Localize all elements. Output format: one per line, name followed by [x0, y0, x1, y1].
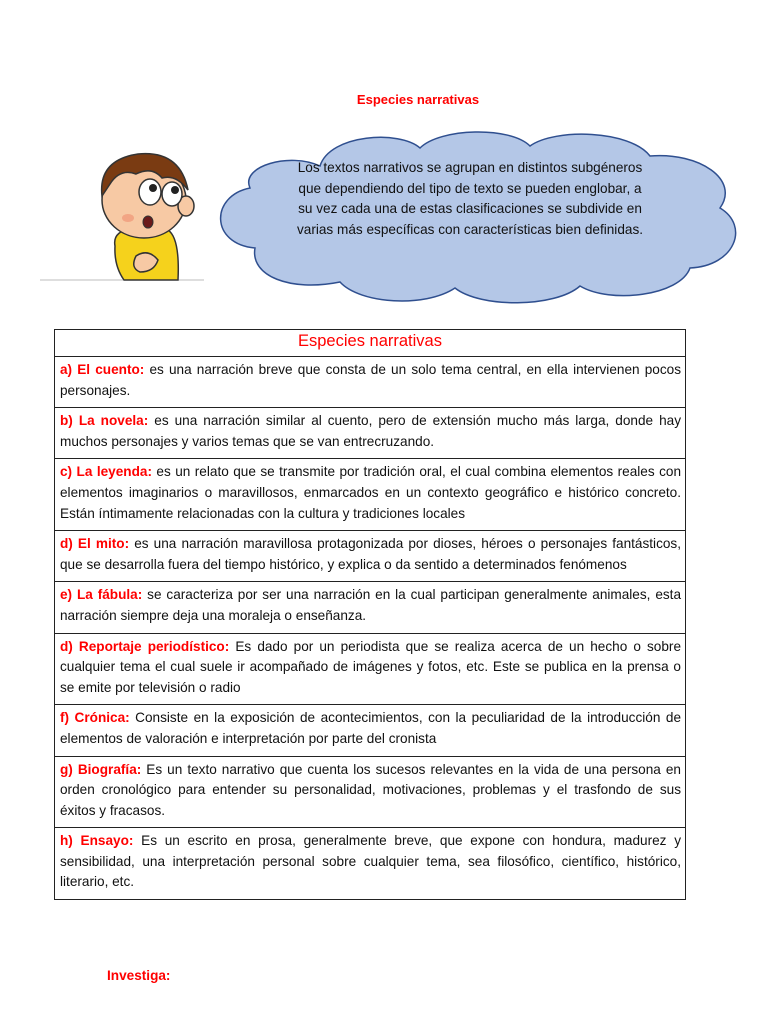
- table-row: [55, 582, 686, 633]
- row-text: se caracteriza por ser una narración en la cual participan generalmente animales, esta narración siempre deja una moraleja o enseñanza.: [60, 587, 682, 623]
- row-term: b) La novela:: [60, 413, 149, 429]
- row-term: d) Reportaje periodístico:: [60, 638, 230, 654]
- page-title: Especies narrativas: [356, 92, 480, 107]
- cloud-text: Los textos narrativos se agrupan en distintos subgéneros que dependiendo del tipo de texto se pueden englobar, a su vez cada una de estas clasificaciones se subdivide en varias más específicas con características bien definidas.: [296, 160, 644, 237]
- table-row: [55, 756, 686, 828]
- table-row: [55, 705, 686, 756]
- table-row: [55, 357, 686, 408]
- row-text: es una narración similar al cuento, pero de extensión mucho más larga, donde hay muchos personajes y varios temas que se van entrecruzando.: [60, 413, 681, 449]
- thinking-boy-illustration: [40, 138, 204, 284]
- row-text: es una narración maravillosa protagonizada por dioses, héroes o personajes fantásticos, que se desarrolla fuera del tiempo histórico, y explica o da sentido a determinados fenómenos: [60, 536, 681, 572]
- table-header: Especies narrativas: [55, 330, 686, 357]
- row-term: e) La fábula:: [60, 587, 143, 603]
- table-row: [55, 633, 686, 705]
- table-row: [55, 408, 686, 459]
- row-term: f) Crónica:: [60, 710, 130, 726]
- row-text: es una narración breve que consta de un solo tema central, en ella intervienen pocos personajes.: [60, 362, 681, 398]
- row-term: d) El mito:: [60, 536, 130, 552]
- row-term: g) Biografía:: [60, 761, 142, 777]
- investiga-heading: Investiga:: [107, 968, 171, 983]
- row-text: Es un escrito en prosa, generalmente breve, que expone con hondura, madurez y sensibilidad, una interpretación personal sobre cualquier tema, sea filosófico, científico, histórico, literario, etc.: [60, 833, 681, 890]
- row-text: Es un texto narrativo que cuenta los sucesos relevantes en la vida de una persona en orden cronológico para entender su personalidad, motivaciones, problemas y el trasfondo de sus éxitos y fracasos.: [60, 761, 681, 818]
- row-text: es un relato que se transmite por tradición oral, el cual combina elementos reales con elementos imaginarios o maravillosos, enmarcados en un contexto geográfico e histórico concreto. Están íntimamente relacionadas con la cultura y tradiciones locales: [60, 464, 682, 521]
- row-term: h) Ensayo:: [60, 833, 134, 849]
- table-row: [55, 828, 686, 900]
- table-row: [55, 531, 686, 582]
- row-text: Consiste en la exposición de acontecimientos, con la peculiaridad de la introducción de elementos de valoración e interpretación por parte del cronista: [60, 710, 681, 746]
- row-text: Es dado por un periodista que se realiza acerca de un hecho o sobre cualquier tema el cual suele ir acompañado de imágenes y fotos, etc. Este se publica en la prensa o se emite por televisión o radio: [60, 638, 682, 695]
- table-row: [55, 459, 686, 531]
- species-table: [54, 329, 686, 900]
- row-term: a) El cuento:: [60, 362, 145, 377]
- row-term: c) La leyenda:: [60, 464, 152, 480]
